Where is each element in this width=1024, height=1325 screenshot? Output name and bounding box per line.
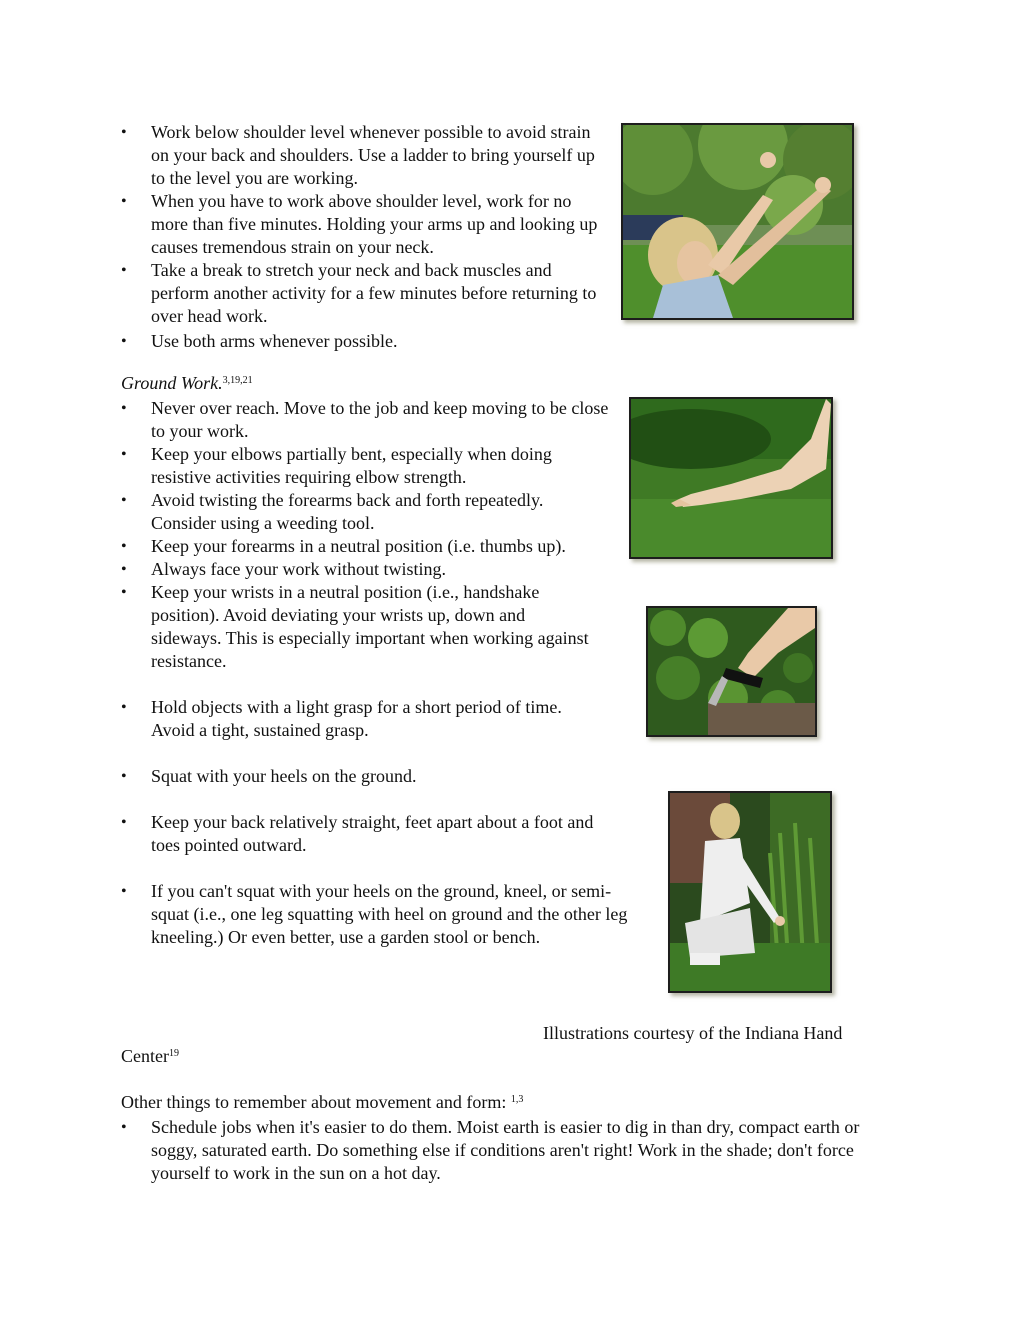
overhead-work-list bbox=[121, 121, 606, 353]
illustration-credit: Illustrations courtesy of the Indiana Hand bbox=[543, 1023, 843, 1043]
photo-overhead-pruning bbox=[621, 123, 854, 320]
other-things-refs: 1,3 bbox=[510, 1094, 524, 1105]
ground-work-title: Ground Work. bbox=[121, 373, 223, 393]
list-item: • When you have to work above shoulder level, work for no more than five minutes. Holding your arms up and looking up causes tremendous strain on your neck. bbox=[121, 190, 606, 259]
ground-work-refs: 3,19,21 bbox=[222, 375, 253, 386]
list-item: • Keep your back relatively straight, feet apart about a foot and toes pointed outward. bbox=[121, 811, 611, 857]
list-item: • Hold objects with a light grasp for a short period of time. Avoid a tight, sustained grasp. bbox=[121, 696, 591, 742]
list-item: • Use both arms whenever possible. bbox=[121, 330, 606, 353]
photo-squatting-gardener bbox=[668, 791, 832, 993]
overhead-work-section bbox=[121, 121, 606, 353]
list-item: • Squat with your heels on the ground. bbox=[121, 765, 611, 788]
credit-center-text: Center bbox=[121, 1046, 169, 1066]
list-item: • Keep your forearms in a neutral position (i.e. thumbs up). bbox=[121, 535, 581, 558]
list-item: • Keep your elbows partially bent, especially when doing resistive activities requiring elbow strength. bbox=[121, 443, 611, 489]
ground-work-section bbox=[121, 397, 628, 949]
list-item: • Keep your wrists in a neutral position (i.e., handshake position). Avoid deviating your wrists up, down and sideways. This is especially important when working against resistance. bbox=[121, 581, 591, 673]
other-things-list bbox=[121, 1116, 891, 1185]
list-item: • If you can't squat with your heels on the ground, kneel, or semi-squat (i.e., one leg squatting with heel on ground and the other leg kneeling.) Or even better, use a garden stool or bench. bbox=[121, 880, 646, 949]
photo-overhead-pruning-image bbox=[623, 125, 852, 318]
ground-work-heading bbox=[121, 372, 253, 395]
list-item: • Schedule jobs when it's easier to do them. Moist earth is easier to dig in than dry, compact earth or soggy, saturated earth. Do something else if conditions aren't right! Work in the shade; don't force yourself to work in the sun on a hot day. bbox=[121, 1116, 891, 1185]
list-item: • Never over reach. Move to the job and keep moving to be close to your work. bbox=[121, 397, 611, 443]
illustration-credit-continued bbox=[121, 1045, 179, 1068]
other-things-heading bbox=[121, 1091, 523, 1114]
credit-ref: 19 bbox=[168, 1048, 179, 1059]
list-item: • Work below shoulder level whenever possible to avoid strain on your back and shoulders. Use a ladder to bring yourself up to the level you are working. bbox=[121, 121, 606, 190]
list-item: • Always face your work without twisting. bbox=[121, 558, 611, 581]
photo-squatting-gardener-image bbox=[670, 793, 830, 991]
other-things-section bbox=[121, 1116, 891, 1185]
photo-weeding-tool-image bbox=[648, 608, 815, 735]
photo-ground-reach bbox=[629, 397, 833, 559]
other-things-title: Other things to remember about movement and form: bbox=[121, 1092, 507, 1112]
ground-work-list bbox=[121, 397, 628, 949]
list-item: • Take a break to stretch your neck and back muscles and perform another activity for a few minutes before returning to over head work. bbox=[121, 259, 606, 328]
photo-ground-reach-image bbox=[631, 399, 831, 557]
list-item: • Avoid twisting the forearms back and forth repeatedly. Consider using a weeding tool. bbox=[121, 489, 611, 535]
photo-weeding-tool bbox=[646, 606, 817, 737]
